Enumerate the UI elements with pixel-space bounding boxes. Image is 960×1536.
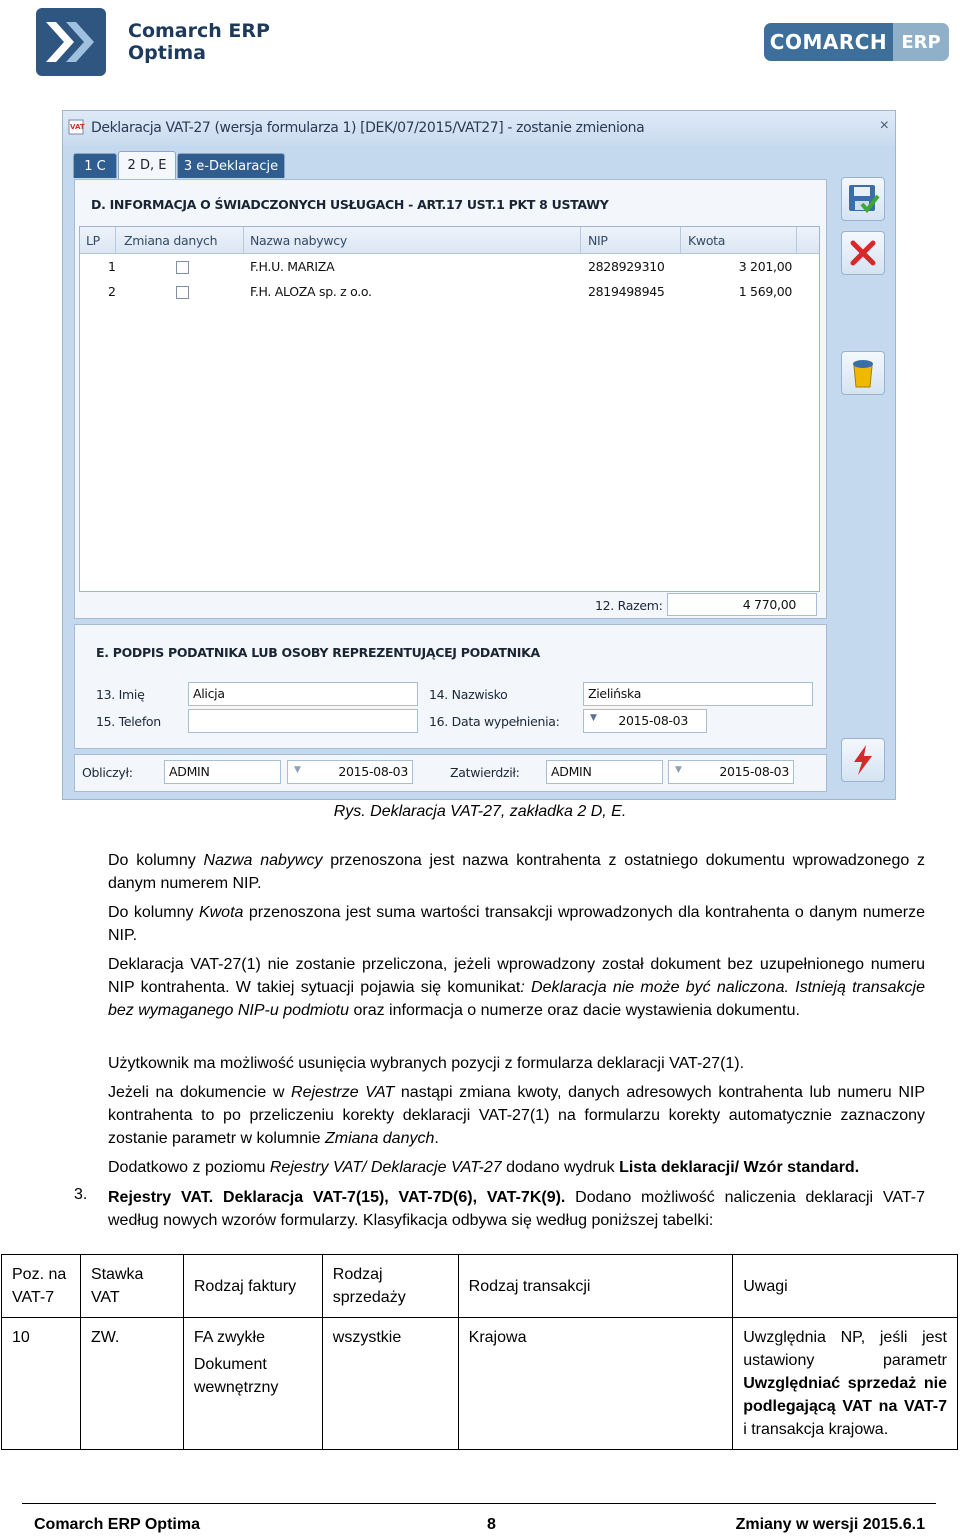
svg-text:VAT: VAT xyxy=(70,123,85,131)
row1-lp: 1 xyxy=(108,259,116,274)
footer-page-number: 8 xyxy=(487,1516,496,1533)
vat-form-icon xyxy=(67,117,87,137)
telefon-field[interactable] xyxy=(188,709,418,733)
lightning-icon xyxy=(848,743,878,777)
comarch-optima-logo-icon xyxy=(36,8,106,76)
cell-faktura-1: FA zwykłe xyxy=(193,1329,265,1346)
close-icon[interactable]: × xyxy=(879,117,889,134)
uwagi-text-a: Uwzględnia NP, jeśli jest ustawiony parametr xyxy=(743,1329,947,1369)
paragraph-6 xyxy=(108,1156,925,1179)
list-number-3: 3. xyxy=(74,1186,88,1203)
row2-name: F.H. ALOZA sp. z o.o. xyxy=(250,284,372,299)
nazwisko-field[interactable] xyxy=(583,682,813,706)
data-wypelnienia-value: 2015-08-03 xyxy=(618,713,688,728)
brand-left: COMARCH xyxy=(764,23,893,61)
row2-nip: 2819498945 xyxy=(588,284,665,299)
uwagi-text-b: i transakcja krajowa. xyxy=(743,1421,889,1438)
delete-button[interactable] xyxy=(841,351,885,395)
section-e-panel xyxy=(74,624,827,749)
p5-italic-2: Zmiana danych xyxy=(324,1130,435,1147)
col-nazwa-nabywcy[interactable]: Nazwa nabywcy xyxy=(250,233,347,248)
p3-text-a: Deklaracja VAT-27(1) nie zostanie przeliczona, jeżeli wprowadzony został dokument bez uzupełnionego numeru NIP kontrahenta. W takiej sytuacji pojawia się komunikat xyxy=(108,956,925,996)
table-row xyxy=(2,1318,958,1450)
obliczyl-date: 2015-08-03 xyxy=(338,764,408,779)
total-field[interactable] xyxy=(667,593,817,616)
paragraph-5 xyxy=(108,1081,925,1150)
product-name-line2: Optima xyxy=(128,42,206,64)
p6-text-b: dodano wydruk xyxy=(501,1159,620,1176)
p2-text-a: Do kolumny xyxy=(108,904,199,921)
telefon-label: 15. Telefon xyxy=(96,714,161,729)
dropdown-arrow-icon[interactable]: ▼ xyxy=(675,765,682,775)
row2-zmiana-checkbox[interactable] xyxy=(176,286,189,299)
paragraph-4: Użytkownik ma możliwość usunięcia wybranych pozycji z formularza deklaracji VAT-27(1). xyxy=(108,1055,745,1072)
item3-text: Dodano możliwość naliczenia deklaracji VAT-7 według nowych wzorów formularzy. Klasyfikacja odbywa się według poniższej tabelki: xyxy=(108,1189,925,1229)
cell-sprzedaz: wszystkie xyxy=(322,1318,458,1450)
row2-kwota: 1 569,00 xyxy=(738,284,792,299)
header-rodzaj-faktury: Rodzaj faktury xyxy=(183,1255,322,1318)
total-value: 4 770,00 xyxy=(742,597,796,612)
p6-text-a: Dodatkowo z poziomu xyxy=(108,1159,270,1176)
p1-text-a: Do kolumny xyxy=(108,852,204,869)
p5-text-b: nastąpi zmiana kwoty, danych adresowych kontrahenta lub numeru NIP kontrahenta to po przeliczeniu korekty deklaracji VAT-27(1) na formularzu korekty automatycznie zaznaczony zostanie parametr w kolumnie xyxy=(108,1084,925,1147)
col-nip[interactable]: NIP xyxy=(588,233,608,248)
dropdown-arrow-icon[interactable]: ▼ xyxy=(294,765,301,775)
cell-poz: 10 xyxy=(2,1318,81,1450)
cell-transakcja: Krajowa xyxy=(458,1318,733,1450)
row1-nip: 2828929310 xyxy=(588,259,665,274)
p5-text-a: Jeżeli na dokumencie w xyxy=(108,1084,292,1101)
header-rodzaj-sprzedazy: Rodzaj sprzedaży xyxy=(322,1255,458,1318)
zatwierdzil-label: Zatwierdził: xyxy=(450,765,520,780)
comarch-erp-logo xyxy=(764,23,949,61)
dropdown-arrow-icon[interactable]: ▼ xyxy=(590,713,597,723)
cell-stawka: ZW. xyxy=(80,1318,183,1450)
product-name xyxy=(128,20,270,64)
imie-label: 13. Imię xyxy=(96,687,145,702)
cell-faktura-2: Dokument wewnętrzny xyxy=(193,1356,279,1396)
header-stawka: Stawka VAT xyxy=(80,1255,183,1318)
cell-faktura xyxy=(183,1318,322,1450)
window-title: Deklaracja VAT-27 (wersja formularza 1) [DEK/07/2015/VAT27] - zostanie zmieniona xyxy=(91,120,645,136)
row1-zmiana-checkbox[interactable] xyxy=(176,261,189,274)
obliczyl-user: ADMIN xyxy=(169,764,210,779)
col-kwota[interactable]: Kwota xyxy=(688,233,726,248)
tab-2de[interactable]: 2 D, E xyxy=(118,151,176,179)
p6-bold: Lista deklaracji/ Wzór standard. xyxy=(619,1159,860,1176)
table-header-row xyxy=(2,1255,958,1318)
save-icon xyxy=(846,182,880,216)
zatwierdzil-date-field[interactable] xyxy=(668,760,794,784)
item3-bold: Rejestry VAT. Deklaracja VAT-7(15), VAT-7D(6), VAT-7K(9). xyxy=(108,1189,566,1206)
p2-text-b: przenoszona jest suma wartości transakcji wprowadzonych dla kontrahenta o danym numerze NIP. xyxy=(108,904,926,944)
p1-text-b: przenoszona jest nazwa kontrahenta z ostatniego dokumentu wprowadzonego z danym numerem NIP. xyxy=(108,852,925,892)
zatwierdzil-user-field[interactable] xyxy=(546,760,663,784)
header-poz: Poz. na VAT-7 xyxy=(2,1255,81,1318)
p3-text-b: oraz informacja o numerze oraz dacie wystawienia dokumentu. xyxy=(349,1002,800,1019)
section-d-title: D. INFORMACJA O ŚWIADCZONYCH USŁUGACH - ART.17 UST.1 PKT 8 USTAWY xyxy=(91,197,609,212)
row1-name: F.H.U. MARIZA xyxy=(250,259,335,274)
table-header xyxy=(80,227,819,254)
paragraph-1 xyxy=(108,849,925,895)
tab-e-deklaracje[interactable]: 3 e-Deklaracje xyxy=(177,153,285,178)
calculate-button[interactable] xyxy=(841,738,885,782)
nazwisko-value: Zielińska xyxy=(588,686,642,701)
p5-italic: Rejestrze VAT xyxy=(291,1084,395,1101)
window-titlebar xyxy=(63,111,895,145)
imie-value: Alicja xyxy=(193,686,225,701)
row1-kwota: 3 201,00 xyxy=(738,259,792,274)
header-rodzaj-transakcji: Rodzaj transakcji xyxy=(458,1255,733,1318)
obliczyl-label: Obliczył: xyxy=(82,765,133,780)
cancel-button[interactable] xyxy=(841,231,885,275)
paragraph-3 xyxy=(108,953,925,1022)
paragraph-2 xyxy=(108,901,925,947)
zatwierdzil-date: 2015-08-03 xyxy=(719,764,789,779)
data-wypelnienia-label: 16. Data wypełnienia: xyxy=(429,714,560,729)
data-wypelnienia-field[interactable] xyxy=(583,709,707,733)
p5-text-c: . xyxy=(434,1130,439,1147)
p3-italic: : Deklaracja nie może być naliczona. Istnieją transakcje bez wymaganego NIP-u podmiotu xyxy=(108,979,926,1019)
window-footer xyxy=(74,754,827,792)
section-e-title: E. PODPIS PODATNIKA LUB OSOBY REPREZENTUJĄCEJ PODATNIKA xyxy=(96,645,540,660)
close-icon xyxy=(848,238,878,268)
total-label: 12. Razem: xyxy=(595,598,663,613)
nazwisko-label: 14. Nazwisko xyxy=(429,687,508,702)
col-zmiana-danych[interactable]: Zmiana danych xyxy=(124,233,218,248)
tab-1c[interactable]: 1 C xyxy=(73,153,117,178)
services-table xyxy=(79,226,820,592)
figure-caption: Rys. Deklaracja VAT-27, zakładka 2 D, E. xyxy=(333,803,627,820)
obliczyl-user-field[interactable] xyxy=(164,760,281,784)
footer-product: Comarch ERP Optima xyxy=(34,1516,200,1533)
p2-italic: Kwota xyxy=(198,904,244,921)
row2-lp: 2 xyxy=(108,284,116,299)
obliczyl-date-field[interactable] xyxy=(287,760,413,784)
col-lp[interactable]: LP xyxy=(86,233,100,248)
vat7-classification-table xyxy=(1,1254,958,1450)
footer-divider xyxy=(22,1503,936,1504)
save-button[interactable] xyxy=(841,177,885,221)
trash-bin-icon xyxy=(848,356,878,390)
brand-right: ERP xyxy=(893,23,949,61)
zatwierdzil-user: ADMIN xyxy=(551,764,592,779)
p1-italic: Nazwa nabywcy xyxy=(203,852,323,869)
p6-italic: Rejestry VAT/ Deklaracje VAT-27 xyxy=(269,1159,502,1176)
cell-uwagi xyxy=(733,1318,958,1450)
section-d-panel xyxy=(74,179,827,619)
vat27-window xyxy=(62,110,896,800)
product-name-line1: Comarch ERP xyxy=(128,20,270,42)
footer-version: Zmiany w wersji 2015.6.1 xyxy=(735,1516,925,1533)
header-uwagi: Uwagi xyxy=(733,1255,958,1318)
imie-field[interactable] xyxy=(188,682,418,706)
uwagi-bold: Uwzględniać sprzedaż nie podlegającą VAT na VAT-7 xyxy=(743,1375,947,1415)
list-item-3 xyxy=(108,1186,925,1232)
